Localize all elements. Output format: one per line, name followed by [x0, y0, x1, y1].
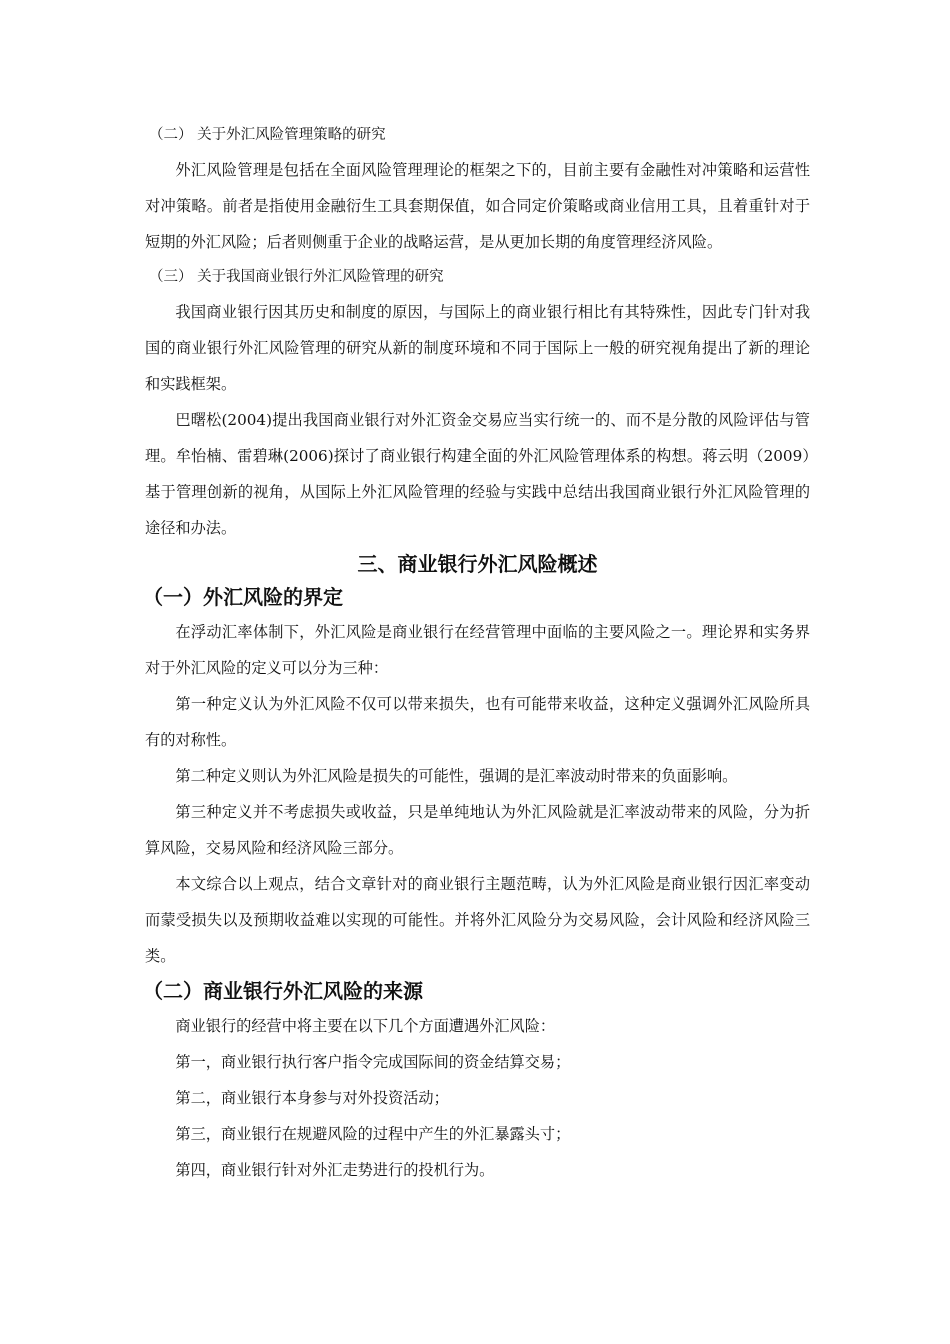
- subheading-domestic-research: （三） 关于我国商业银行外汇风险管理的研究: [149, 269, 444, 285]
- paragraph-definition-third: 第三种定义并不考虑损失或收益，只是单纯地认为外汇风险就是汇率波动带来的风险，分为折算风险，交易风险和经济风险三部分。: [145, 803, 810, 857]
- document-page: [145, 118, 810, 1188]
- subheading-strategy-research: （二） 关于外汇风险管理策略的研究: [149, 127, 386, 143]
- list-item: 第四，商业银行针对外汇走势进行的投机行为。: [175, 1161, 495, 1179]
- paragraph-domestic-intro: 我国商业银行因其历史和制度的原因，与国际上的商业银行相比有其特殊性，因此专门针对我国的商业银行外汇风险管理的研究从新的制度环境和不同于国际上一般的研究视角提出了新的理论和实践框架。: [145, 303, 810, 393]
- paragraph-literature: 巴曙松(2004)提出我国商业银行对外汇资金交易应当实行统一的、而不是分散的风险评估与管理。牟怡楠、雷碧琳(2006)探讨了商业银行构建全面的外汇风险管理体系的构想。蒋云明（2009）基于管理创新的视角，从国际上外汇风险管理的经验与实践中总结出我国商业银行外汇风险管理的途径和办法。: [145, 411, 810, 537]
- list-item: 第三，商业银行在规避风险的过程中产生的外汇暴露头寸；: [175, 1125, 571, 1143]
- list-item: 第二，商业银行本身参与对外投资活动；: [175, 1089, 449, 1107]
- heading-sources: （二）商业银行外汇风险的来源: [143, 979, 423, 1003]
- heading-definition: （一）外汇风险的界定: [143, 585, 343, 609]
- paragraph-definition-summary: 本文综合以上观点，结合文章针对的商业银行主题范畴，认为外汇风险是商业银行因汇率变动而蒙受损失以及预期收益难以实现的可能性。并将外汇风险分为交易风险，会计风险和经济风险三类。: [145, 875, 810, 965]
- paragraph-definition-intro: 在浮动汇率体制下，外汇风险是商业银行在经营管理中面临的主要风险之一。理论界和实务界对于外汇风险的定义可以分为三种：: [145, 623, 810, 677]
- paragraph-strategy: 外汇风险管理是包括在全面风险管理理论的框架之下的，目前主要有金融性对冲策略和运营性对冲策略。前者是指使用金融衍生工具套期保值，如合同定价策略或商业信用工具，且着重针对于短期的外汇风险；后者则侧重于企业的战略运营，是从更加长期的角度管理经济风险。: [145, 161, 810, 251]
- paragraph-definition-first: 第一种定义认为外汇风险不仅可以带来损失，也有可能带来收益，这种定义强调外汇风险所具有的对称性。: [145, 695, 810, 749]
- section-title-overview: 三、商业银行外汇风险概述: [357, 552, 598, 576]
- list-item: 第一，商业银行执行客户指令完成国际间的资金结算交易；: [175, 1053, 571, 1071]
- paragraph-sources-intro: 商业银行的经营中将主要在以下几个方面遭遇外汇风险：: [175, 1017, 556, 1035]
- paragraph-definition-second: 第二种定义则认为外汇风险是损失的可能性，强调的是汇率波动时带来的负面影响。: [175, 767, 738, 785]
